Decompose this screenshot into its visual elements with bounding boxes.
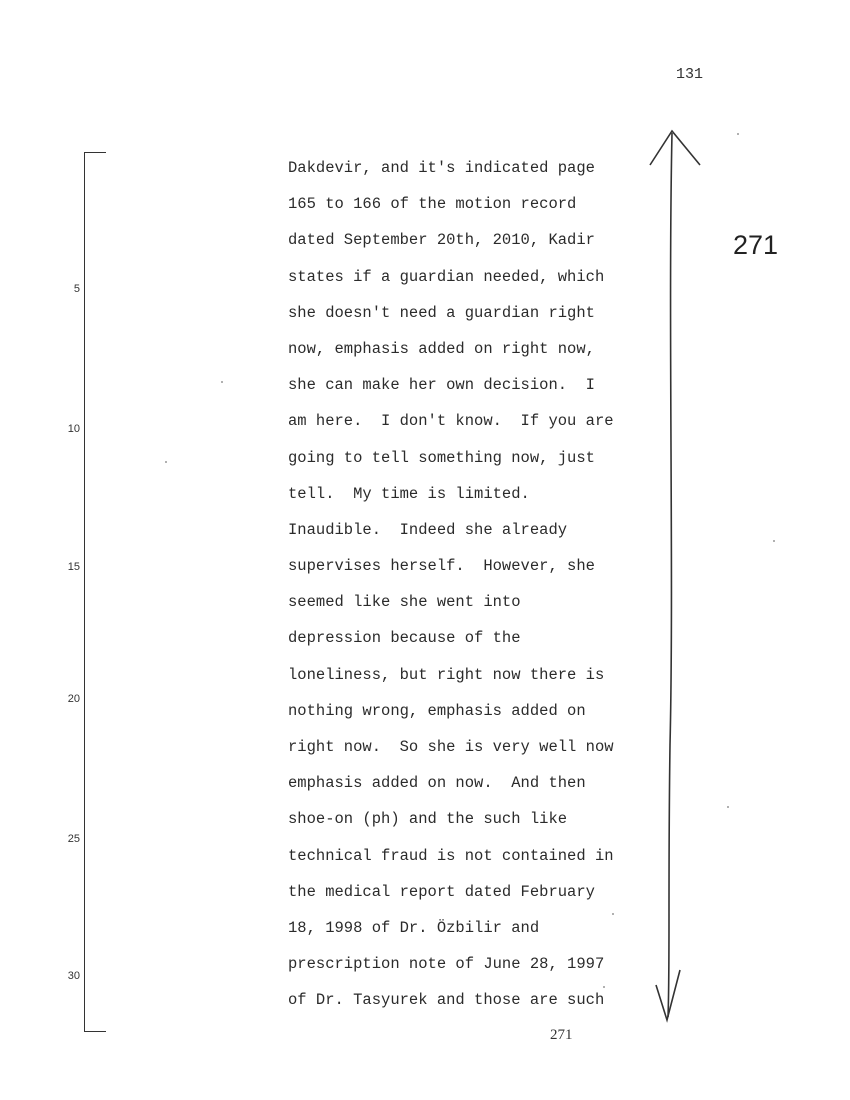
transcript-line: she doesn't need a guardian right [288,303,595,322]
transcript-line: Inaudible. Indeed she already [288,520,568,539]
transcript-line: supervises herself. However, she [288,557,595,576]
scan-speck [727,806,729,808]
scan-speck [221,381,223,383]
transcript-line: 165 to 166 of the motion record [288,195,577,214]
transcript-line: tell. My time is limited. [288,484,530,503]
double-headed-arrow-icon [640,125,710,1025]
transcript-line: depression because of the [288,629,521,648]
transcript-line: seemed like she went into [288,593,521,612]
handwritten-page-stamp: 271 [733,230,779,260]
transcript-line: the medical report dated February [288,882,595,901]
scan-speck [737,133,739,135]
scan-speck [165,461,167,463]
transcript-line: nothing wrong, emphasis added on [288,701,586,720]
transcript-line: Dakdevir, and it's indicated page [288,159,595,177]
transcript-line: of Dr. Tasyurek and those are such [288,991,605,1010]
transcript-line: states if a guardian needed, which [288,267,605,286]
page-number: 131 [676,66,704,83]
transcript-line: technical fraud is not contained in [288,846,614,865]
transcript-line: shoe-on (ph) and the such like [288,810,568,829]
line-number-25: 25 [67,833,80,845]
line-number-20: 20 [67,693,80,705]
line-number-5: 5 [73,283,80,295]
footer-page-number: 271 [550,1027,573,1043]
transcript-line: dated September 20th, 2010, Kadir [288,231,595,250]
line-number-30: 30 [67,970,80,982]
transcript-line: 18, 1998 of Dr. Özbilir and [288,918,540,937]
scan-speck [773,540,775,542]
transcript-body [288,150,668,1019]
transcript-line: emphasis added on now. And then [288,774,586,793]
transcript-line: going to tell something now, just [288,448,595,467]
transcript-line: prescription note of June 28, 1997 [288,955,605,974]
transcript-line: now, emphasis added on right now, [288,339,595,358]
line-number-15: 15 [67,561,80,573]
transcript-line: she can make her own decision. I [288,376,595,395]
transcript-line: right now. So she is very well now [288,738,614,756]
scan-speck [612,913,614,915]
line-number-10: 10 [67,423,80,435]
margin-bracket [84,152,106,1032]
transcript-line: am here. I don't know. If you are [288,412,614,431]
scan-speck [603,986,605,988]
transcript-line: loneliness, but right now there is [288,665,605,684]
